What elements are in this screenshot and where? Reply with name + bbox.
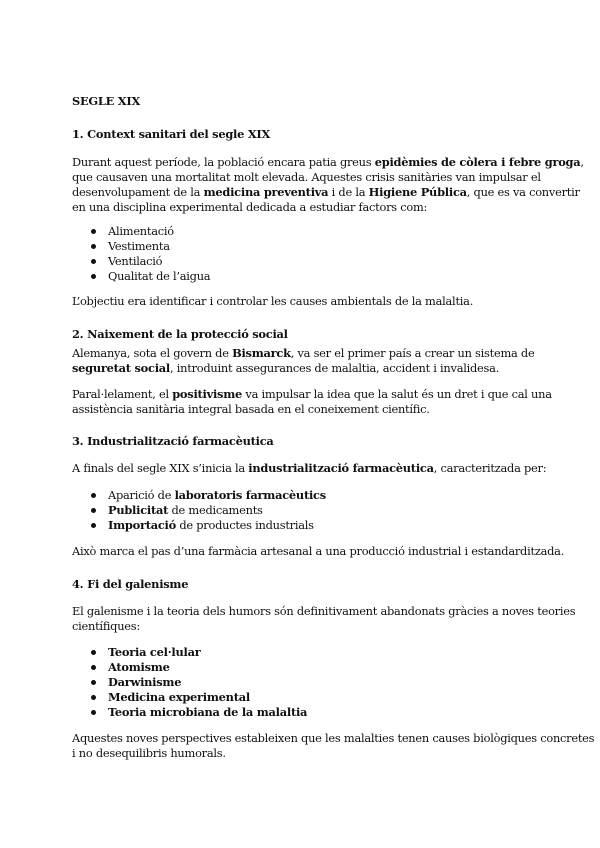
list-item: Darwinisme (72, 675, 537, 690)
section-3-intro: A finals del segle XIX s’inicia la industrialització farmacèutica, caracteritzada per: (72, 461, 547, 475)
section-1-heading: 1. Context sanitari del segle XIX (72, 127, 271, 141)
list-item: Publicitat de medicaments (72, 503, 537, 518)
bold-term: industrialització farmacèutica (248, 461, 434, 475)
list-item: Teoria cel·lular (72, 645, 537, 660)
bold-term: Higiene Pública (368, 185, 467, 199)
section-3-closing: Això marca el pas d’una farmàcia artesanal a una producció industrial i estandarditzada. (72, 544, 565, 558)
list-item: Aparició de laboratoris farmacèutics (72, 488, 537, 503)
list-item: Medicina experimental (72, 690, 537, 705)
section-3-list (72, 488, 537, 533)
list-item: Qualitat de l’aigua (72, 269, 537, 284)
section-1-list (72, 224, 537, 284)
section-2-heading: 2. Naixement de la protecció social (72, 327, 288, 341)
bold-term: positivisme (172, 387, 243, 401)
bold-term: medicina preventiva (203, 185, 329, 199)
section-4-closing: Aquestes noves perspectives estableixen que les malalties tenen causes biològiques concretes i no desequilibris humorals. (72, 731, 595, 760)
bold-term: epidèmies de còlera i febre groga (374, 155, 581, 169)
list-item: Importació de productes industrials (72, 518, 537, 533)
section-1-paragraph: Durant aquest període, la població encara patia greus epidèmies de còlera i febre groga, que causaven una mortalitat molt elevada. Aquestes crisis sanitàries van impulsar el desenvolupament de la medicina preventiva i de la Higiene Pública, que es va convertir en una disciplina experimental dedicada a estudiar factors com: (72, 155, 584, 214)
section-2-paragraph-1: Alemanya, sota el govern de Bismarck, va ser el primer país a crear un sistema de seguretat social, introduint assegurances de malaltia, accident i invalidesa. (72, 346, 535, 375)
list-item: Alimentació (72, 224, 537, 239)
section-1-closing: L’objectiu era identificar i controlar les causes ambientals de la malaltia. (72, 294, 474, 308)
list-item: Atomisme (72, 660, 537, 675)
section-4-heading: 4. Fi del galenisme (72, 577, 189, 591)
section-4-list (72, 645, 537, 720)
list-item: Vestimenta (72, 239, 537, 254)
bold-term: Bismarck (232, 346, 291, 360)
bold-term: seguretat social (72, 361, 171, 375)
list-item: Ventilació (72, 254, 537, 269)
section-2-paragraph-2: Paral·lelament, el positivisme va impulsar la idea que la salut és un dret i que cal una assistència sanitària integral basada en el coneixement científic. (72, 387, 552, 416)
section-4-paragraph: El galenisme i la teoria dels humors són definitivament abandonats gràcies a noves teories científiques: (72, 604, 576, 633)
page-title: SEGLE XIX (72, 94, 141, 108)
section-3-heading: 3. Industrialització farmacèutica (72, 434, 274, 448)
list-item: Teoria microbiana de la malaltia (72, 705, 537, 720)
